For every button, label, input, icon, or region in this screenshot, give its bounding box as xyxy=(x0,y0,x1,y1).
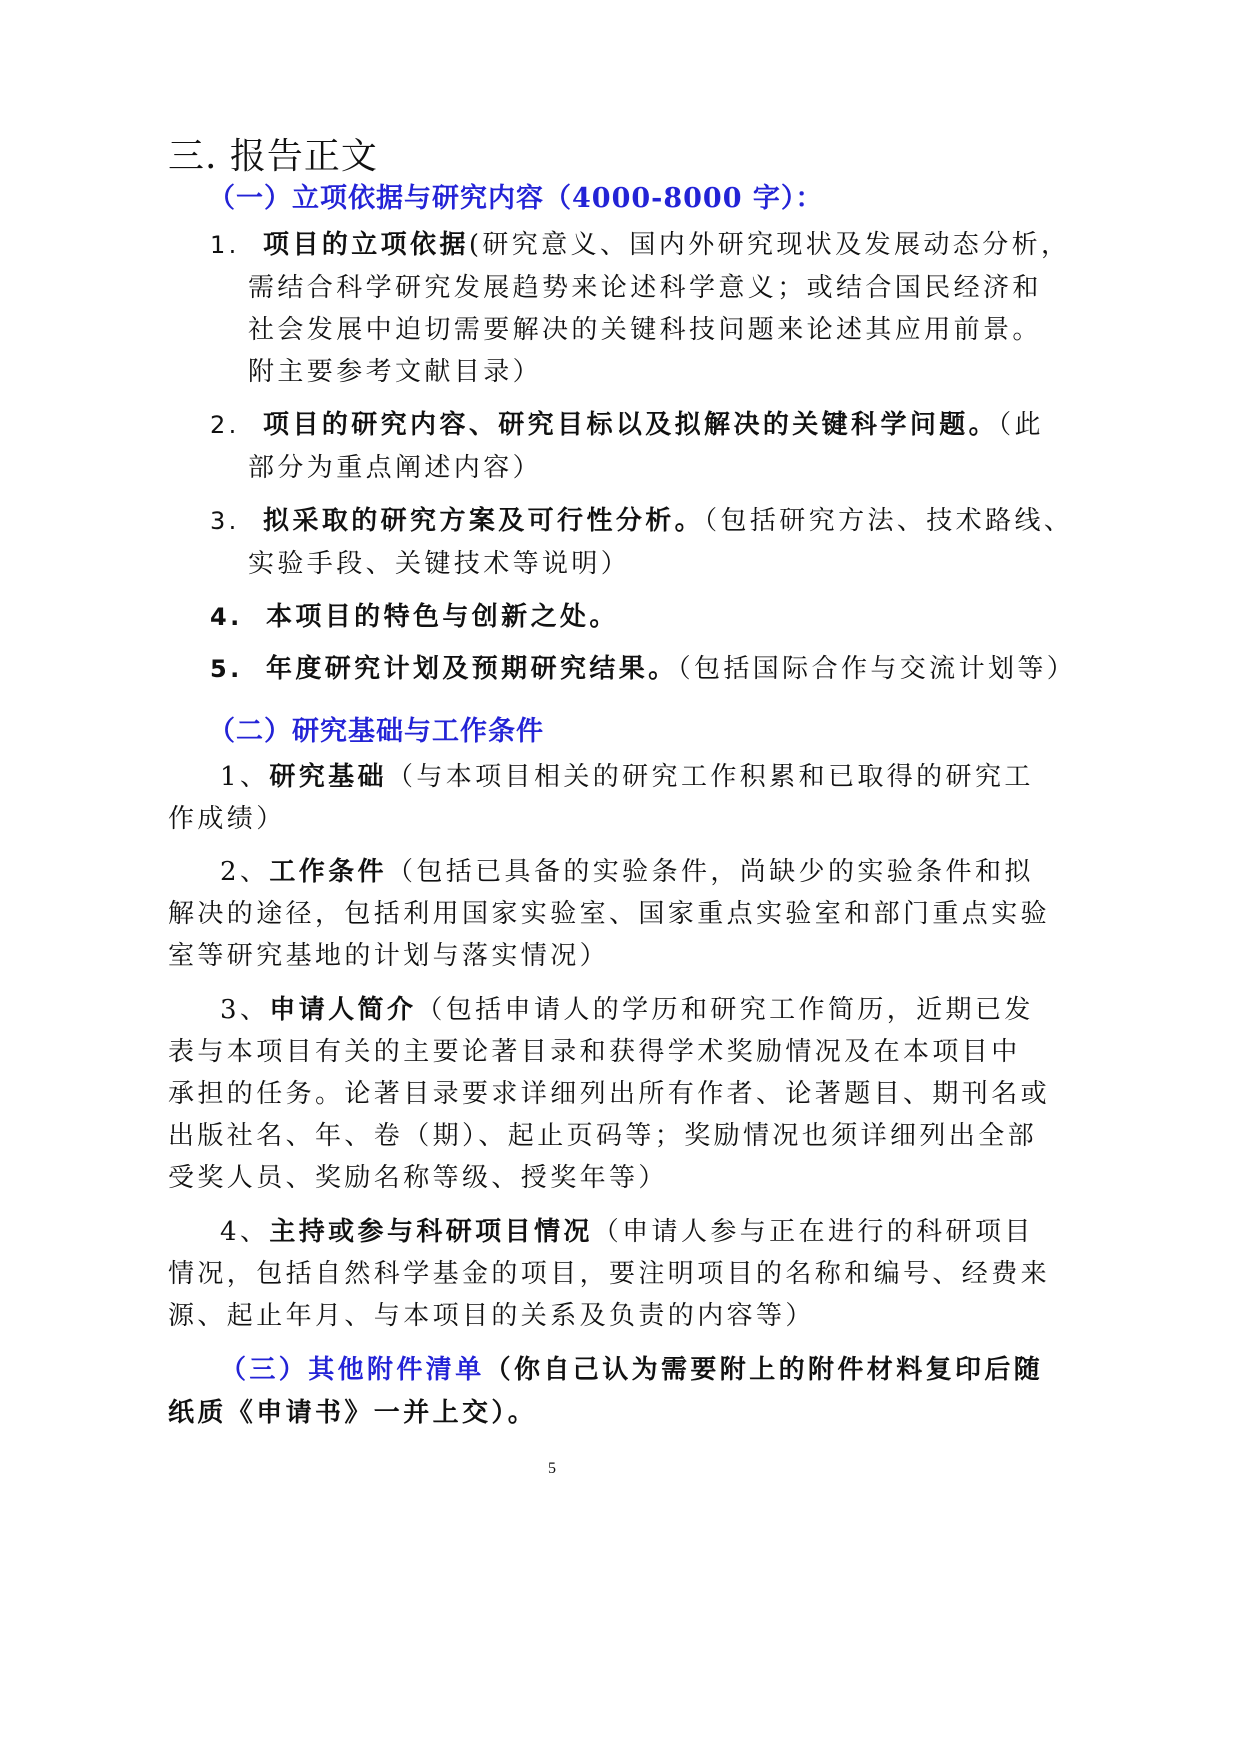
item-2-number: 2. xyxy=(210,411,240,439)
para-1-line-1: 1、研究基础（与本项目相关的研究工作积累和已取得的研究工 xyxy=(220,762,1034,792)
part2-heading: （二）研究基础与工作条件 xyxy=(208,716,544,747)
part3-line-1: （三）其他附件清单（你自己认为需要附上的附件材料复印后随 xyxy=(220,1355,1044,1385)
para-3-line-2: 表与本项目有关的主要论著目录和获得学术奖励情况及在本项目中 xyxy=(168,1037,1021,1067)
item-3-line-2: 实验手段、关键技术等说明） xyxy=(248,549,631,579)
para-4-line-2: 情况，包括自然科学基金的项目，要注明项目的名称和编号、经费来 xyxy=(168,1259,1051,1289)
para-4-number: 4、 xyxy=(220,1217,270,1247)
para-3-line-1: 3、申请人简介（包括申请人的学历和研究工作简历，近期已发 xyxy=(220,995,1034,1025)
para-3-line-3: 承担的任务。论著目录要求详细列出所有作者、论著题目、期刊名或 xyxy=(168,1079,1051,1109)
item-2-line-1: 2. 项目的研究内容、研究目标以及拟解决的关键科学问题。（此 xyxy=(210,410,1044,440)
para-2-bold: 工作条件 xyxy=(269,857,387,887)
para-3-bold: 申请人简介 xyxy=(269,995,417,1025)
para-3-number: 3、 xyxy=(220,995,270,1025)
item-1-line-3: 社会发展中迫切需要解决的关键科技问题来论述其应用前景。 xyxy=(248,315,1042,345)
part3-heading: （三）其他附件清单 xyxy=(220,1355,485,1385)
item-3-bold: 拟采取的研究方案及可行性分析。 xyxy=(263,506,705,536)
item-2-line-2: 部分为重点阐述内容） xyxy=(248,453,543,483)
para-2-line-3: 室等研究基地的计划与落实情况） xyxy=(168,941,610,971)
item-3-number: 3. xyxy=(210,507,240,535)
para-3-line-5: 受奖人员、奖励名称等级、授奖年等） xyxy=(168,1163,668,1193)
item-3-line-1: 3. 拟采取的研究方案及可行性分析。（包括研究方法、技术路线、 xyxy=(210,506,1074,536)
item-1-line-2: 需结合科学研究发展趋势来论述科学意义；或结合国民经济和 xyxy=(248,273,1042,303)
para-2-line-2: 解决的途径，包括利用国家实验室、国家重点实验室和部门重点实验 xyxy=(168,899,1051,929)
item-5-line-1: 5. 年度研究计划及预期研究结果。（包括国际合作与交流计划等） xyxy=(210,654,1077,684)
item-5-bold: 年度研究计划及预期研究结果。 xyxy=(265,654,678,684)
para-1-number: 1、 xyxy=(220,762,270,792)
para-2-line-1: 2、工作条件（包括已具备的实验条件，尚缺少的实验条件和拟 xyxy=(220,857,1034,887)
item-4-line-1 xyxy=(210,604,619,630)
item-5-number: 5. xyxy=(210,655,243,683)
item-4-number: 4. xyxy=(210,603,243,631)
item-1-line-4: 附主要参考文献目录） xyxy=(248,357,543,387)
para-4-line-3: 源、起止年月、与本项目的关系及负责的内容等） xyxy=(168,1301,815,1331)
para-1-bold: 研究基础 xyxy=(269,762,387,792)
para-4-bold: 主持或参与科研项目情况 xyxy=(269,1217,593,1247)
para-1-line-2: 作成绩） xyxy=(168,804,286,834)
item-2-bold: 项目的研究内容、研究目标以及拟解决的关键科学问题。 xyxy=(263,410,999,440)
item-1-number: 1. xyxy=(210,231,240,259)
item-1-line-1: 1. 项目的立项依据(研究意义、国内外研究现状及发展动态分析， xyxy=(210,230,1071,260)
item-4-bold: 本项目的特色与创新之处。 xyxy=(265,602,619,632)
para-2-number: 2、 xyxy=(220,857,270,887)
part1-heading: （一）立项依据与研究内容（4000-8000 字）： xyxy=(208,183,824,214)
page-number: 5 xyxy=(548,1460,556,1477)
item-1-bold: 项目的立项依据 xyxy=(263,230,469,260)
para-4-line-1: 4、主持或参与科研项目情况（申请人参与正在进行的科研项目 xyxy=(220,1217,1034,1247)
para-3-line-4: 出版社名、年、卷（期）、起止页码等；奖励情况也须详细列出全部 xyxy=(168,1121,1038,1151)
part3-line-2: 纸质《申请书》一并上交）。 xyxy=(168,1398,538,1428)
section-title: 三. 报告正文 xyxy=(168,136,378,177)
